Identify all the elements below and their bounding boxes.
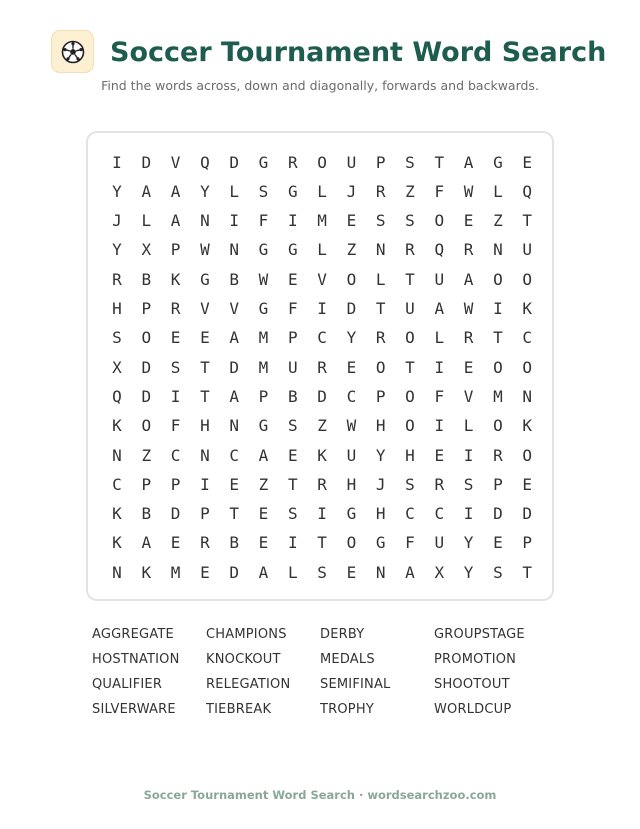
grid-letter[interactable]: V — [463, 386, 474, 406]
grid-letter[interactable]: P — [141, 474, 152, 494]
grid-letter[interactable]: R — [434, 474, 445, 494]
grid-letter[interactable]: R — [375, 181, 386, 201]
grid-letter[interactable]: R — [375, 328, 386, 348]
grid-letter[interactable]: A — [463, 152, 474, 172]
word-list-item: HOSTNATION — [92, 652, 180, 667]
grid-letter[interactable]: T — [405, 357, 415, 377]
grid-letter[interactable]: Z — [258, 474, 269, 494]
grid-letter[interactable]: F — [287, 299, 298, 318]
grid-letter[interactable]: A — [141, 533, 152, 553]
grid-letter[interactable]: O — [375, 357, 386, 377]
grid-letter[interactable]: W — [200, 240, 210, 260]
grid-letter[interactable]: O — [141, 328, 152, 348]
grid-letter[interactable]: E — [200, 328, 210, 348]
grid-letter[interactable]: S — [287, 416, 298, 436]
grid-letter[interactable]: S — [405, 474, 415, 494]
grid-letter[interactable]: Z — [317, 416, 327, 436]
grid-letter[interactable]: P — [258, 386, 269, 406]
grid-letter[interactable]: E — [170, 533, 181, 553]
grid-letter[interactable]: O — [522, 445, 532, 465]
grid-letter[interactable]: B — [287, 386, 298, 406]
grid-letter[interactable]: U — [434, 533, 445, 553]
grid-letter[interactable]: L — [434, 328, 445, 348]
grid-letter[interactable]: D — [229, 152, 239, 172]
grid-letter[interactable]: K — [522, 299, 532, 318]
grid-letter[interactable]: T — [522, 562, 532, 582]
grid-letter[interactable]: N — [229, 416, 239, 436]
grid-letter[interactable]: Y — [112, 240, 122, 260]
grid-letter[interactable]: U — [405, 299, 415, 318]
grid-letter[interactable]: I — [463, 445, 474, 465]
grid-letter[interactable]: X — [141, 240, 152, 260]
grid-letter[interactable]: T — [434, 152, 445, 172]
grid-letter[interactable]: Y — [375, 445, 386, 465]
grid-letter[interactable]: Q — [112, 386, 122, 406]
grid-letter[interactable]: O — [346, 533, 357, 553]
grid-letter[interactable]: W — [463, 181, 474, 201]
grid-letter[interactable]: P — [141, 299, 152, 318]
grid-letter[interactable]: C — [112, 474, 122, 494]
word-list-item: MEDALS — [320, 652, 375, 667]
grid-letter[interactable]: K — [112, 416, 122, 436]
grid-letter[interactable]: R — [317, 357, 327, 377]
grid-letter[interactable]: N — [229, 240, 239, 260]
grid-letter[interactable]: T — [522, 211, 532, 231]
grid-letter[interactable]: S — [493, 562, 503, 582]
grid-letter[interactable]: L — [141, 211, 152, 231]
word-list-item: TROPHY — [320, 702, 374, 717]
grid-letter[interactable]: A — [463, 269, 474, 289]
grid-letter[interactable]: Z — [493, 211, 503, 231]
grid-letter[interactable]: N — [200, 211, 210, 231]
grid-letter[interactable]: Z — [141, 445, 152, 465]
grid-letter[interactable]: W — [258, 269, 269, 289]
grid-letter[interactable]: S — [170, 357, 181, 377]
grid-letter[interactable]: X — [434, 562, 445, 582]
word-list-item: RELEGATION — [206, 677, 291, 692]
grid-letter[interactable]: N — [112, 562, 122, 582]
grid-letter[interactable]: O — [522, 357, 532, 377]
grid-letter[interactable]: G — [287, 181, 298, 201]
grid-letter[interactable]: D — [141, 357, 152, 377]
grid-letter[interactable]: N — [522, 386, 532, 406]
grid-letter[interactable]: V — [229, 299, 239, 318]
grid-letter[interactable]: G — [287, 240, 298, 260]
grid-letter[interactable]: W — [463, 299, 474, 318]
grid-letter[interactable]: I — [434, 357, 445, 377]
word-list-item: QUALIFIER — [92, 677, 163, 692]
grid-letter[interactable]: A — [405, 562, 415, 582]
grid-letter[interactable]: D — [229, 562, 239, 582]
grid-letter[interactable]: P — [200, 504, 210, 524]
grid-letter[interactable]: Q — [200, 152, 210, 172]
page-title: Soccer Tournament Word Search — [110, 37, 607, 68]
word-list-item: GROUPSTAGE — [434, 627, 525, 642]
grid-letter[interactable]: M — [493, 386, 503, 406]
grid-letter[interactable]: S — [258, 181, 269, 201]
grid-letter[interactable]: S — [375, 211, 386, 231]
grid-letter[interactable]: T — [200, 386, 210, 406]
grid-letter[interactable]: U — [434, 269, 445, 289]
grid-letter[interactable]: M — [258, 357, 269, 377]
word-list-item: CHAMPIONS — [206, 627, 287, 642]
word-list-item: PROMOTION — [434, 652, 517, 667]
grid-letter[interactable]: O — [434, 211, 445, 231]
grid-letter[interactable]: Z — [405, 181, 415, 201]
grid-letter[interactable]: T — [375, 299, 386, 318]
grid-letter[interactable]: O — [493, 269, 503, 289]
grid-letter[interactable]: I — [317, 504, 327, 524]
word-list-item: SEMIFINAL — [320, 677, 391, 692]
grid-letter[interactable]: O — [141, 416, 152, 436]
grid-letter[interactable]: T — [200, 357, 210, 377]
grid-letter[interactable]: Q — [434, 240, 445, 260]
grid-letter[interactable]: I — [112, 152, 122, 172]
grid-letter[interactable]: C — [229, 445, 239, 465]
grid-letter[interactable]: A — [229, 386, 239, 406]
grid-letter[interactable]: K — [522, 416, 532, 436]
grid-letter[interactable]: E — [522, 152, 532, 172]
grid-letter[interactable]: E — [287, 445, 298, 465]
grid-letter[interactable]: Y — [463, 533, 474, 553]
word-list-item: SILVERWARE — [92, 702, 176, 717]
grid-letter[interactable]: S — [287, 504, 298, 524]
grid-letter[interactable]: C — [346, 386, 357, 406]
grid-letter[interactable]: U — [287, 357, 298, 377]
grid-letter[interactable]: F — [405, 533, 415, 553]
grid-letter[interactable]: I — [463, 504, 474, 524]
grid-letter[interactable]: S — [317, 562, 327, 582]
grid-letter[interactable]: C — [434, 504, 445, 524]
grid-letter[interactable]: C — [317, 328, 327, 348]
grid-letter[interactable]: L — [463, 416, 474, 436]
grid-letter[interactable]: G — [258, 240, 269, 260]
word-list-item: AGGREGATE — [92, 627, 174, 642]
grid-letter[interactable]: U — [346, 445, 357, 465]
grid-letter[interactable]: C — [522, 328, 532, 348]
grid-letter[interactable]: P — [375, 386, 386, 406]
grid-letter[interactable]: H — [405, 445, 415, 465]
grid-letter[interactable]: E — [463, 211, 474, 231]
grid-letter[interactable]: E — [346, 357, 357, 377]
grid-letter[interactable]: N — [493, 240, 503, 260]
grid-letter[interactable]: E — [258, 504, 269, 524]
grid-letter[interactable]: O — [405, 386, 415, 406]
grid-letter[interactable]: P — [522, 533, 532, 553]
grid-letter[interactable]: V — [170, 152, 181, 172]
word-list-item: SHOOTOUT — [434, 677, 510, 692]
grid-letter[interactable]: R — [287, 152, 298, 172]
grid-letter[interactable]: A — [258, 562, 269, 582]
grid-letter[interactable]: A — [258, 445, 269, 465]
instructions: Find the words across, down and diagonally, forwards and backwards. — [101, 78, 539, 93]
grid-letter[interactable]: V — [317, 269, 327, 289]
grid-letter[interactable]: T — [317, 533, 327, 553]
word-list-item: KNOCKOUT — [206, 652, 281, 667]
grid-letter[interactable]: N — [375, 562, 386, 582]
grid-letter[interactable]: E — [287, 269, 298, 289]
grid-letter[interactable]: F — [434, 386, 445, 406]
footer-credit: Soccer Tournament Word Search · wordsearchzoo.com — [143, 788, 497, 802]
grid-letter[interactable]: Y — [346, 328, 357, 348]
grid-letter[interactable]: G — [258, 299, 269, 318]
grid-letter[interactable]: M — [317, 211, 327, 231]
grid-letter[interactable]: W — [346, 416, 357, 436]
grid-letter[interactable]: B — [141, 504, 152, 524]
word-list — [92, 625, 552, 725]
grid-letter[interactable]: T — [287, 474, 298, 494]
grid-letter[interactable]: J — [375, 474, 386, 494]
grid-letter[interactable]: L — [317, 181, 327, 201]
grid-letter[interactable]: D — [346, 299, 357, 318]
grid-letter[interactable]: L — [493, 181, 503, 201]
grid-letter[interactable]: O — [493, 357, 503, 377]
grid-letter[interactable]: G — [346, 504, 357, 524]
grid-letter[interactable]: N — [375, 240, 386, 260]
grid-letter[interactable]: O — [522, 269, 532, 289]
grid-letter[interactable]: H — [375, 416, 386, 436]
grid-letter[interactable]: O — [346, 269, 357, 289]
grid-letter[interactable]: R — [405, 240, 415, 260]
grid-letter[interactable]: R — [463, 240, 474, 260]
grid-letter[interactable]: I — [229, 211, 239, 231]
grid-letter[interactable]: K — [317, 445, 327, 465]
word-list-item: WORLDCUP — [434, 702, 512, 717]
grid-letter[interactable]: E — [346, 211, 357, 231]
grid-letter[interactable]: J — [112, 211, 122, 231]
grid-letter[interactable]: E — [434, 445, 445, 465]
grid-letter[interactable]: P — [375, 152, 386, 172]
grid-letter[interactable]: L — [317, 240, 327, 260]
grid-letter[interactable]: O — [405, 328, 415, 348]
grid-letter[interactable]: H — [200, 416, 210, 436]
grid-letter[interactable]: I — [317, 299, 327, 318]
grid-letter[interactable]: L — [229, 181, 239, 201]
grid-letter[interactable]: F — [258, 211, 269, 231]
grid-letter[interactable]: P — [170, 240, 181, 260]
grid-letter[interactable]: J — [346, 181, 357, 201]
grid-letter[interactable]: N — [200, 445, 210, 465]
logo-badge — [51, 30, 94, 73]
grid-letter[interactable]: T — [405, 269, 415, 289]
grid-letter[interactable]: G — [493, 152, 503, 172]
grid-letter[interactable]: R — [493, 445, 503, 465]
grid-letter[interactable]: B — [229, 533, 239, 553]
grid-letter[interactable]: G — [375, 533, 386, 553]
grid-letter[interactable]: P — [493, 474, 503, 494]
grid-letter[interactable]: G — [200, 269, 210, 289]
soccer-ball-icon — [61, 40, 85, 64]
grid-letter[interactable]: D — [493, 504, 503, 524]
grid-letter[interactable]: I — [493, 299, 503, 318]
grid-letter[interactable]: P — [287, 328, 298, 348]
word-list-item: DERBY — [320, 627, 365, 642]
grid-letter[interactable]: A — [170, 211, 181, 231]
grid-letter[interactable]: E — [493, 533, 503, 553]
grid-letter[interactable]: F — [170, 416, 181, 436]
grid-letter[interactable]: I — [287, 211, 298, 231]
grid-letter[interactable]: I — [200, 474, 210, 494]
grid-letter[interactable]: H — [375, 504, 386, 524]
grid-letter[interactable]: Y — [463, 562, 474, 582]
grid-letter[interactable]: E — [258, 533, 269, 553]
grid-letter[interactable]: D — [317, 386, 327, 406]
grid-letter[interactable]: M — [170, 562, 181, 582]
grid-letter[interactable]: K — [170, 269, 181, 289]
grid-letter[interactable]: R — [112, 269, 122, 289]
grid-letter[interactable]: K — [141, 562, 152, 582]
grid-letter[interactable]: D — [229, 357, 239, 377]
grid-letter[interactable]: I — [287, 533, 298, 553]
grid-letter[interactable]: C — [405, 504, 415, 524]
grid-letter[interactable]: A — [141, 181, 152, 201]
grid-letter[interactable]: E — [229, 474, 239, 494]
grid-letter[interactable]: A — [434, 299, 445, 318]
grid-letter[interactable]: K — [112, 504, 122, 524]
grid-letter[interactable]: V — [200, 299, 210, 318]
grid-letter[interactable]: Q — [522, 181, 532, 201]
grid-letter[interactable]: R — [463, 328, 474, 348]
grid-letter[interactable]: G — [258, 152, 269, 172]
grid-letter[interactable]: C — [170, 445, 181, 465]
grid-letter[interactable]: Z — [346, 240, 357, 260]
grid-letter[interactable]: S — [112, 328, 122, 348]
grid-letter[interactable]: D — [141, 386, 152, 406]
grid-letter[interactable]: M — [258, 328, 269, 348]
grid-letter[interactable]: O — [317, 152, 327, 172]
grid-letter[interactable]: A — [229, 328, 239, 348]
grid-letter[interactable]: L — [375, 269, 386, 289]
grid-letter[interactable]: N — [112, 445, 122, 465]
grid-letter[interactable]: E — [463, 357, 474, 377]
grid-letter[interactable]: T — [493, 328, 503, 348]
grid-letter[interactable]: A — [170, 181, 181, 201]
grid-letter[interactable]: O — [493, 416, 503, 436]
grid-letter[interactable]: R — [317, 474, 327, 494]
grid-letter[interactable]: R — [170, 299, 181, 318]
grid-letter[interactable]: X — [112, 357, 122, 377]
grid-letter[interactable]: P — [170, 474, 181, 494]
grid-letter[interactable]: D — [141, 152, 152, 172]
grid-letter[interactable]: L — [287, 562, 298, 582]
grid-letter[interactable]: B — [141, 269, 152, 289]
grid-letter[interactable]: E — [522, 474, 532, 494]
grid-letter[interactable]: D — [522, 504, 532, 524]
grid-letter[interactable]: I — [170, 386, 181, 406]
grid-letter[interactable]: Y — [112, 181, 122, 201]
grid-letter[interactable]: E — [170, 328, 181, 348]
grid-letter[interactable]: F — [434, 181, 445, 201]
grid-letter[interactable]: O — [405, 416, 415, 436]
grid-letter[interactable]: B — [229, 269, 239, 289]
grid-letter[interactable]: E — [346, 562, 357, 582]
grid-letter[interactable]: S — [405, 211, 415, 231]
grid-letter[interactable]: G — [258, 416, 269, 436]
grid-letter[interactable]: U — [346, 152, 357, 172]
grid-letter[interactable]: S — [405, 152, 415, 172]
grid-letter[interactable]: S — [463, 474, 474, 494]
grid-letter[interactable]: U — [522, 240, 532, 260]
grid-letter[interactable]: H — [346, 474, 357, 494]
grid-letter[interactable]: E — [200, 562, 210, 582]
grid-letter[interactable]: I — [434, 416, 445, 436]
grid-letter[interactable]: H — [112, 299, 122, 318]
grid-letter[interactable]: T — [229, 504, 239, 524]
word-list-item: TIEBREAK — [206, 702, 272, 717]
grid-letter[interactable]: D — [170, 504, 181, 524]
grid-letter[interactable]: Y — [200, 181, 210, 201]
grid-letter[interactable]: R — [200, 533, 210, 553]
letter-grid — [86, 131, 554, 601]
grid-letter[interactable]: K — [112, 533, 122, 553]
